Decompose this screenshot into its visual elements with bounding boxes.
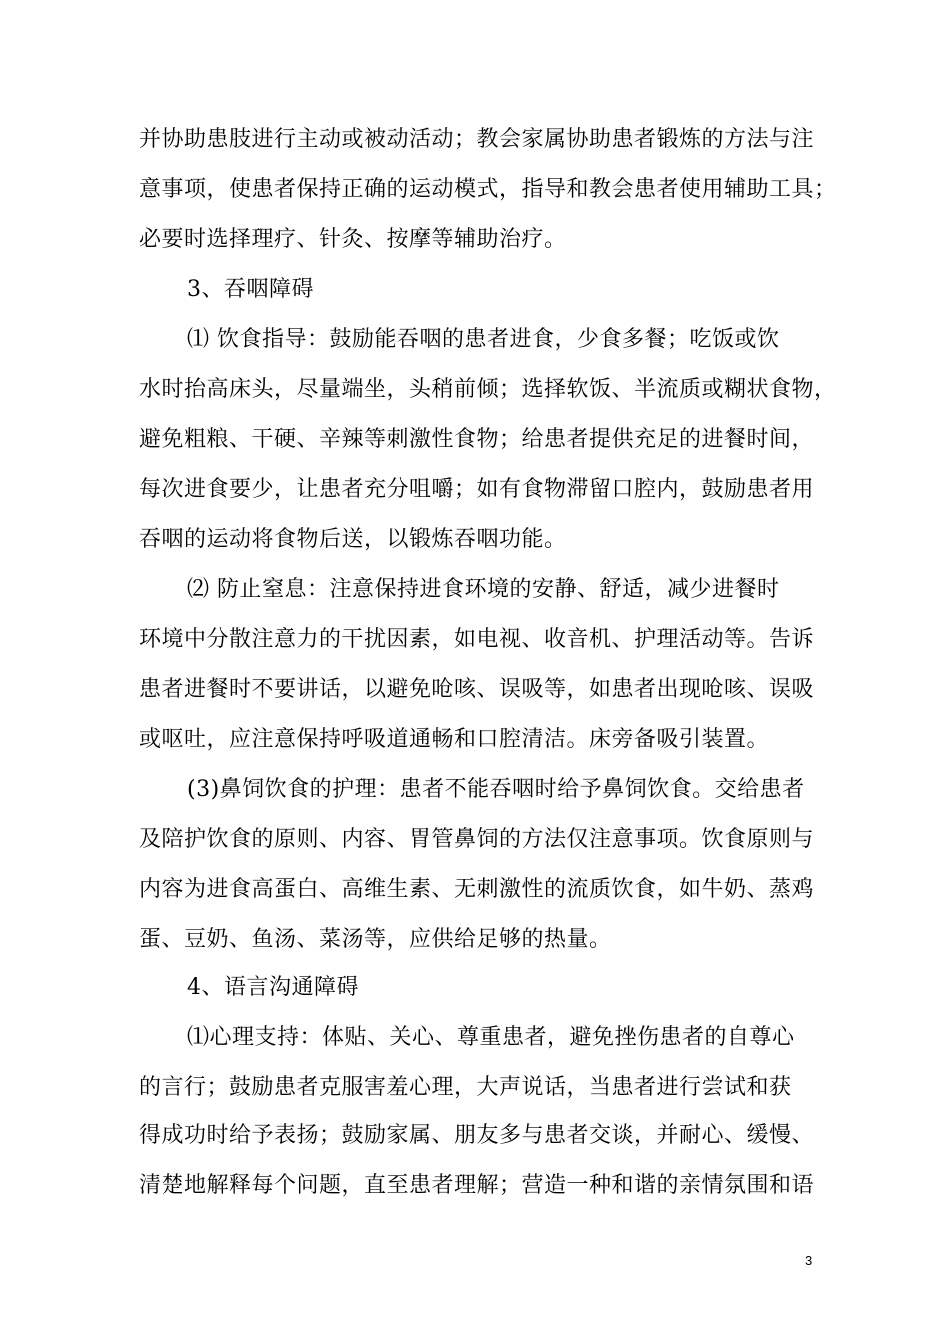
text-line: 或呕吐，应注意保持呼吸道通畅和口腔清洁。床旁备吸引装置。 <box>139 727 770 752</box>
paragraph-start: ⑴ 饮食指导：鼓励能吞咽的患者进食，少食多餐；吃饭或饮 <box>187 327 780 352</box>
section-heading: 4、语言沟通障碍 <box>187 975 359 1000</box>
section-heading: 3、吞咽障碍 <box>187 277 314 302</box>
text-line: 的言行；鼓励患者克服害羞心理，大声说话，当患者进行尝试和获 <box>139 1075 792 1100</box>
text-line: 水时抬高床头，尽量端坐，头稍前倾；选择软饭、半流质或糊状食物， <box>139 377 837 402</box>
text-line: 患者进餐时不要讲话，以避免呛咳、误吸等，如患者出现呛咳、误吸 <box>139 677 815 702</box>
text-line: 蛋、豆奶、鱼汤、菜汤等，应供给足够的热量。 <box>139 927 612 952</box>
paragraph-start: (3)鼻饲饮食的护理：患者不能吞咽时给予鼻饲饮食。交给患者 <box>187 777 805 802</box>
text-line: 清楚地解释每个问题，直至患者理解；营造一种和谐的亲情氛围和语 <box>139 1173 815 1198</box>
text-line: 必要时选择理疗、针灸、按摩等辅助治疗。 <box>139 227 567 252</box>
text-line: 意事项，使患者保持正确的运动模式，指导和教会患者使用辅助工具； <box>139 177 837 202</box>
text-line: 得成功时给予表扬；鼓励家属、朋友多与患者交谈，并耐心、缓慢、 <box>139 1123 815 1148</box>
text-line: 及陪护饮食的原则、内容、胃管鼻饲的方法仅注意事项。饮食原则与 <box>139 827 815 852</box>
text-line: 并协助患肢进行主动或被动活动；教会家属协助患者锻炼的方法与注 <box>139 127 815 152</box>
text-line: 避免粗粮、干硬、辛辣等刺激性食物；给患者提供充足的进餐时间， <box>139 427 815 452</box>
paragraph-start: ⑵ 防止窒息：注意保持进食环境的安静、舒适，减少进餐时 <box>187 577 780 602</box>
paragraph-start: ⑴心理支持：体贴、关心、尊重患者，避免挫伤患者的自尊心 <box>187 1025 795 1050</box>
text-line: 内容为进食高蛋白、高维生素、无刺激性的流质饮食，如牛奶、蒸鸡 <box>139 877 815 902</box>
text-line: 每次进食要少，让患者充分咀嚼；如有食物滞留口腔内，鼓励患者用 <box>139 477 815 502</box>
text-line: 环境中分散注意力的干扰因素，如电视、收音机、护理活动等。告诉 <box>139 627 815 652</box>
page-number: 3 <box>805 1253 813 1268</box>
text-line: 吞咽的运动将食物后送，以锻炼吞咽功能。 <box>139 527 567 552</box>
